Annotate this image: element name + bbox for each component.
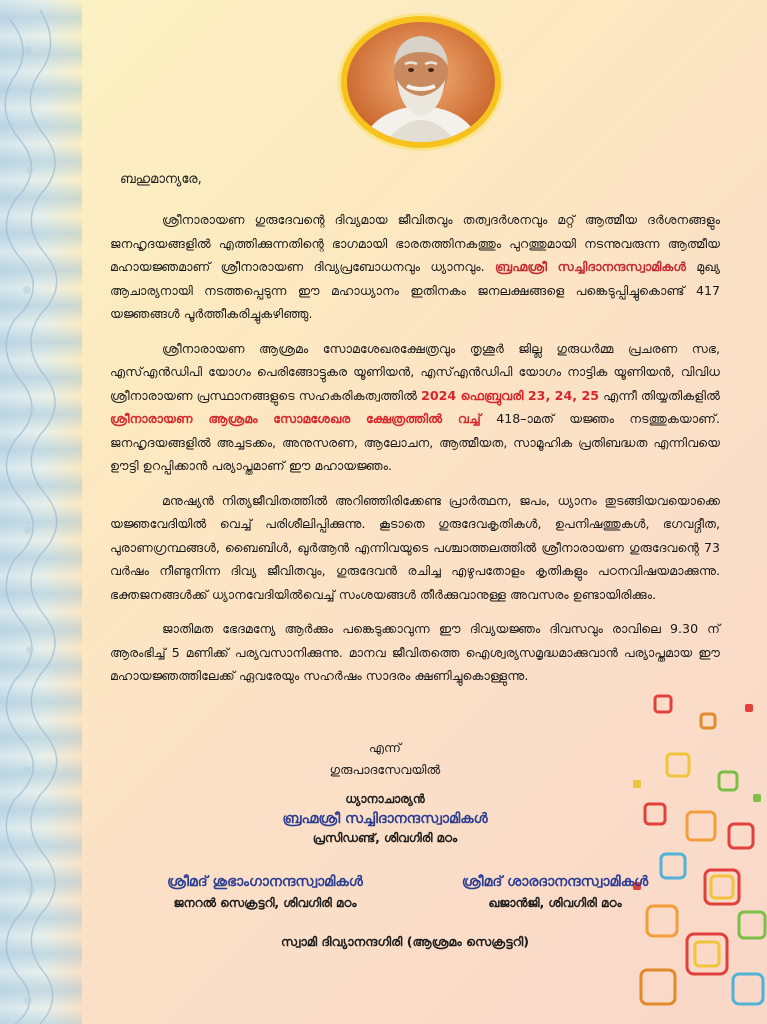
closing-line-2: ഗുരുപാദസേവയിൽ	[329, 762, 441, 777]
paragraph-2	[110, 337, 720, 478]
paragraph-1	[110, 208, 720, 326]
paragraph-4-text: ജാതിമത ഭേദമന്യേ ആർക്കും പങ്കെടുക്കാവുന്ന ഈ ദിവ്യയജ്ഞം ദിവസവും രാവിലെ 9.30 ന് ആരംഭിച്ച് 5 മണിക്ക് പര്യവസാനിക്കുന്നു. മാനവ ജീവിതത്തെ ഐശ്വര്യസമൃദ്ധമാക്കുവാൻ പര്യാപ്തമായ ഈ മഹായജ്ഞത്തിലേക്ക് ഏവരേയും സഹർഷം സാദരം ക്ഷണിച്ചുകൊള്ളുന്നു.	[110, 621, 720, 683]
closing-line-1: എന്ന്	[368, 740, 402, 755]
signatory-treasurer	[440, 874, 670, 911]
signatory-2-title: ഖജാൻജി, ശിവഗിരി മഠം	[488, 896, 622, 910]
footer-secretary	[230, 934, 580, 950]
acharya-name: ബ്രഹ്മശ്രീ സച്ചിദാനന്ദസ്വാമികൾ	[282, 811, 488, 827]
paragraph-1-text-c: മുഖ്യ ആചാര്യനായി നടത്തപ്പെടുന്ന ഈ മഹാധ്യാനം ഇതിനകം ജനലക്ഷങ്ങളെ പങ്കെടുപ്പിച്ചുകൊണ്ട് 417 യജ്ഞങ്ങൾ പൂർത്തീകരിച്ചുകഴിഞ്ഞു.	[110, 259, 720, 321]
decorative-squares	[627, 684, 767, 1024]
paragraph-3-text: മനുഷ്യൻ നിത്യജീവിതത്തിൽ അറിഞ്ഞിരിക്കേണ്ട പ്രാർത്ഥന, ജപം, ധ്യാനം തുടങ്ങിയവയൊക്കെ യജ്ഞവേദിയിൽ വെച്ച് പരിശീലിപ്പിക്കുന്നു. കൂടാതെ ഗുരുദേവകൃതികൾ, ഉപനിഷത്തുകൾ, ഭഗവദ്ഗീത, പുരാണഗ്രന്ഥങ്ങൾ, ബൈബിൾ, ഖുർആൻ എന്നിവയുടെ പശ്ചാത്തലത്തിൽ ശ്രീനാരായണ ഗുരുദേവന്റെ 73 വർഷം നീണ്ടുനിന്ന ദിവ്യ ജീവിതവും, ഗുരുദേവൻ രചിച്ച എഴുപതോളം കൃതികളും പഠനവിഷയമാക്കുന്നു. ഭക്തജനങ്ങൾക്ക് ധ്യാനവേദിയിൽവെച്ച് സംശയങ്ങൾ തീർക്കുവാനുള്ള അവസരം ഉണ്ടായിരിക്കും.	[110, 492, 720, 602]
closing-block	[300, 740, 470, 778]
paragraph-4	[110, 617, 720, 688]
acharya-role: ധ്യാനാചാര്യൻ	[345, 792, 425, 806]
chief-acharya-signature	[250, 792, 520, 846]
portrait-image	[341, 16, 501, 148]
paragraph-2-text-a: ശ്രീനാരായണ ആശ്രമം സോമശേഖരക്ഷേത്രവും തൃശൂർ ജില്ല ഗുരുധർമ്മ പ്രചരണ സഭ, എസ്എൻഡിപി യോഗം പെരിങ്ങോട്ടുകര യൂണിയൻ, എസ്എൻഡിപി യോഗം നാട്ടിക യൂണിയൻ, വിവിധ ശ്രീനാരായണ പ്രസ്ഥാനങ്ങളുടെ സഹകരികത്വത്തിൽ	[110, 340, 720, 403]
acharya-title: പ്രസിഡണ്ട്, ശിവഗിരി മഠം	[312, 831, 458, 845]
guru-portrait	[341, 16, 501, 148]
highlight-venue: ശ്രീനാരായണ ആശ്രമം സോമശേഖര ക്ഷേത്രത്തിൽ വച്ച്	[110, 411, 481, 426]
signatory-1-title: ജനറൽ സെക്രട്ടറി, ശിവഗിരി മഠം	[173, 896, 357, 910]
decorative-left-border	[0, 0, 82, 1024]
paragraph-2-text-c: എന്നീ തിയ്യതികളിൽ	[603, 387, 720, 403]
floral-pattern	[0, 0, 82, 1024]
highlight-event-dates: 2024 ഫെബ്രുവരി 23, 24, 25	[421, 387, 599, 403]
paragraph-2-text-e: 418–ാമത് യജ്ഞം നടത്തുകയാണ്. ജനഹൃദയങ്ങളിൽ അച്ചടക്കം, അനുസരണ, ആലോചന, ആത്മീയത, സാമൂഹിക പ്രതിബദ്ധത എന്നിവയെ ഊട്ടി ഉറപ്പിക്കാൻ പര്യാപ്തമാണ് ഈ മഹായജ്ഞം.	[110, 411, 720, 473]
salutation: ബഹുമാന്യരേ,	[120, 172, 202, 187]
letter-body	[110, 208, 720, 699]
ashram-secretary: സ്വാമി ദിവ്യാനന്ദഗിരി (ആശ്രമം സെക്രട്ടറി)	[281, 934, 529, 949]
signatory-general-secretary	[130, 874, 400, 911]
paragraph-1-text-a: ശ്രീനാരായണ ഗുരുദേവന്റെ ദിവ്യമായ ജീവിതവും തത്വദർശനവും മറ്റ് ആത്മീയ ദർശനങ്ങളും ജനഹൃദയങ്ങളിൽ എത്തിക്കുന്നതിന്റെ ഭാഗമായി ഭാരതത്തിനകത്തും പുറത്തുമായി നടന്നുവരുന്ന ആത്മീയ മഹായജ്ഞമാണ് ശ്രീനാരായണ ദിവ്യപ്രബോധനവും ധ്യാനവും.	[110, 212, 720, 274]
paragraph-3	[110, 489, 720, 607]
highlight-swami-name: ബ്രഹ്മശ്രീ സച്ചിദാനന്ദസ്വാമികൾ	[495, 259, 687, 274]
signatory-2-name: ശ്രീമദ് ശാരദാനന്ദസ്വാമികൾ	[461, 874, 649, 890]
signatory-1-name: ശ്രീമദ് ശുഭാംഗാനന്ദസ്വാമികൾ	[167, 874, 363, 890]
